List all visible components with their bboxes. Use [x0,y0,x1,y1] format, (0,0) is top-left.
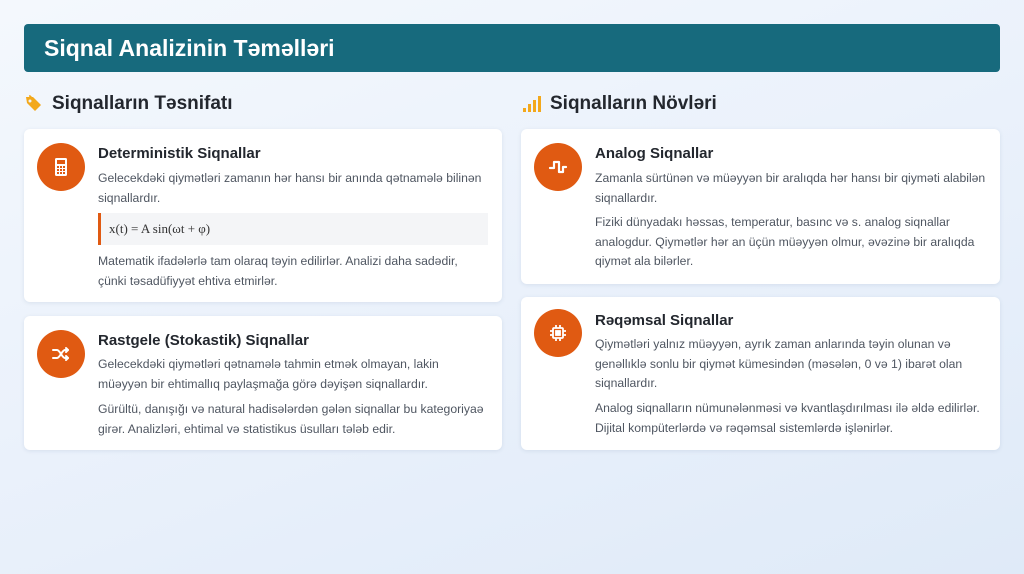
calculator-icon [37,143,85,191]
card-detail: Fiziki dünyadakı həssas, temperatur, basınc və s. analog siqnallar analogdur. Qiymətlər hər an üçün müəyyən olmur, əvəzinə bir aralıqda qiymət ala bilərler. [595,215,975,268]
deterministic-card [24,129,502,302]
card-detail: Analog siqnalların nümunələnməsi və kvantlaşdırılması ilə əldə edilirlər. Dijital kompüterlərdə və rəqəmsal sistemlərdə işlənirlər. [595,401,980,435]
analog-card [521,129,1000,284]
card-title: Rəqəmsal Siqnallar [595,312,734,329]
card-title: Rastgele (Stokastik) Siqnallar [98,332,309,349]
types-heading-label: Siqnalların Növləri [550,93,717,114]
card-description: Gelecekdəki qiymətləri zamanın hər hansı bir anında qətnamələ bilinən siqnallardır. [98,171,482,205]
slide-title: Siqnal Analizinin Təməlləri [44,34,335,61]
stochastic-card [24,316,502,450]
random-icon [37,330,85,378]
wave-square-icon [534,143,582,191]
card-description: Zamanla sürtünən və müəyyən bir aralıqda hər hansı bir qiyməti alabilən siqnallardır. [595,171,986,205]
classification-heading [24,92,233,116]
formula-block: x(t) = A sin(ωt + φ) [98,213,488,245]
microchip-icon [534,309,582,357]
card-description: Gelecekdəki qiymətləri qətnamələ tahmin etmək olmayan, lakin müəyyən bir ehtimallıq paylaşmağa görə dəyişən siqnallardır. [98,357,439,391]
card-description: Qiymətləri yalnız müəyyən, ayrık zaman anlarında təyin olunan və genəllıklə sonlu bir qiymət kümesindən (məsələn, 0 və 1) ibarət olan siqnallardır. [595,337,963,390]
tags-icon [24,94,44,114]
classification-heading-label: Siqnalların Təsnifatı [52,93,233,114]
card-title: Deterministik Siqnallar [98,145,261,162]
card-title: Analog Siqnallar [595,145,714,162]
signal-bars-icon [522,94,542,114]
slide-header [24,24,1000,72]
digital-card [521,297,1000,450]
card-detail: Matematik ifadələrlə tam olaraq təyin edilirlər. Analizi daha sadədir, çünki təsadüfiyyət ehtiva etmirlər. [98,254,458,288]
types-heading [522,92,717,116]
card-detail: Gürültü, danışığı və natural hadisələrdən gələn siqnallar bu kategoriyaə girər. Analizləri, ehtimal və statistikus üsulları tələb edir. [98,402,484,436]
